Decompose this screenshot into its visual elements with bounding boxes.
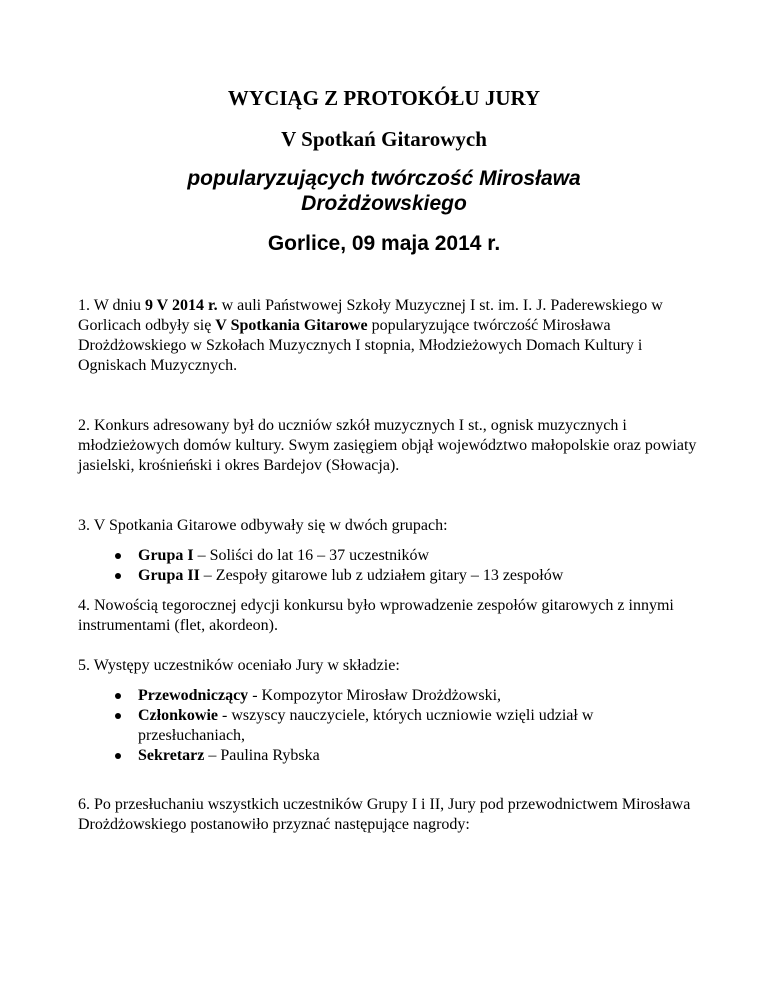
list-item	[78, 706, 698, 746]
paragraph-1	[78, 296, 698, 376]
subtitle-line-1: popularyzujących twórczość Mirosława	[187, 167, 581, 190]
group-text: – Zespoły gitarowe lub z udziałem gitary – 13 zespołów	[199, 567, 564, 584]
bullet-icon	[115, 713, 121, 719]
place-date-heading: Gorlice, 09 maja 2014 r.	[267, 232, 501, 255]
p1-intro: 1. W dniu	[78, 297, 145, 314]
p1-date: 9 V 2014 r.	[144, 297, 218, 314]
jury-text: – Paulina Rybska	[204, 747, 320, 764]
document-title: WYCIĄG Z PROTOKÓŁU JURY	[227, 86, 541, 110]
jury-role: Członkowie	[138, 707, 218, 724]
document-subtitle-italic	[0, 166, 768, 216]
list-item	[78, 746, 698, 766]
list-item	[78, 546, 698, 566]
jury-text: - Kompozytor Mirosław Drożdżowski,	[248, 687, 502, 704]
bullet-icon	[115, 753, 121, 759]
jury-text: - wszyscy nauczyciele, których uczniowie wzięli udział w przesłuchaniach,	[138, 707, 594, 744]
jury-list	[78, 686, 698, 766]
bullet-icon	[115, 693, 121, 699]
jury-role: Sekretarz	[138, 747, 205, 764]
paragraph-2: 2. Konkurs adresowany był do uczniów szkół muzycznych I st., ognisk muzycznych i młodzieżowych domów kultury. Swym zasięgiem objął województwo małopolskie oraz powiaty jasielski, krośnieński i okres Bardejov (Słowacja).	[78, 417, 697, 474]
jury-role: Przewodniczący	[138, 687, 249, 704]
bullet-icon	[115, 573, 121, 579]
document-subtitle: V Spotkań Gitarowych	[281, 127, 487, 151]
list-item	[78, 686, 698, 706]
subtitle-line-2: Drożdżowskiego	[301, 192, 467, 215]
list-item	[78, 566, 698, 586]
group-label: Grupa II	[138, 567, 200, 584]
paragraph-5: 5. Występy uczestników oceniało Jury w składzie:	[78, 657, 400, 674]
p1-end: popularyzujące twórczość Mirosława Drożdżowskiego w Szkołach Muzycznych I stopnia, Młodzieżowych Domach Kultury i Ogniskach Muzycznych.	[78, 317, 643, 374]
p1-middle: w auli Państwowej Szkoły Muzycznej I st. im. I. J. Paderewskiego w Gorlicach odbyły się	[78, 297, 663, 334]
p1-event: V Spotkania Gitarowe	[215, 317, 368, 334]
group-label: Grupa I	[138, 547, 194, 564]
group-text: – Soliści do lat 16 – 37 uczestników	[193, 547, 430, 564]
groups-list	[78, 546, 698, 586]
paragraph-6: 6. Po przesłuchaniu wszystkich uczestników Grupy I i II, Jury pod przewodnictwem Mirosława Drożdżowskiego postanowiło przyznać następujące nagrody:	[78, 796, 691, 833]
paragraph-4: 4. Nowością tegorocznej edycji konkursu było wprowadzenie zespołów gitarowych z innymi instrumentami (flet, akordeon).	[78, 597, 674, 634]
paragraph-3: 3. V Spotkania Gitarowe odbywały się w dwóch grupach:	[78, 517, 448, 534]
bullet-icon	[115, 553, 121, 559]
